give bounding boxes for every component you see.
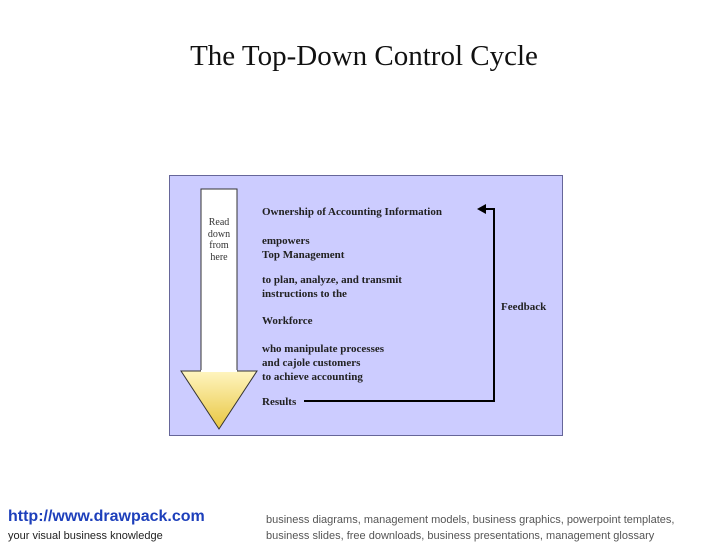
step-line: and cajole customers [262,357,361,369]
step-line: Ownership of Accounting Information [262,206,442,218]
step-line: Top Management [262,249,345,261]
footer-tagline: your visual business knowledge [8,530,163,542]
footer-url-link[interactable]: http://www.drawpack.com [8,508,205,525]
arrow-label-line: down [207,228,231,240]
step-line: to achieve accounting [262,371,363,383]
step-line: to plan, analyze, and transmit [262,274,402,286]
step-line: empowers [262,235,310,247]
step-line: who manipulate processes [262,343,385,355]
step-line: Results [262,396,297,408]
step-ownership [262,205,442,219]
footer-description: business diagrams, management models, business graphics, powerpoint templates, business slides, free downloads, business presentations, management glossary [266,514,675,542]
step-manipulate [262,342,384,384]
step-results [262,395,296,409]
arrow-label-line: Read [208,217,230,228]
page-title: The Top-Down Control Cycle [190,40,538,72]
arrow-label-line: here [210,251,228,263]
arrow-label-line: from [209,240,229,251]
step-workforce [262,314,313,328]
step-line: instructions to the [262,288,347,300]
feedback-label: Feedback [501,301,547,313]
step-empowers [262,234,344,262]
step-plan [262,273,402,301]
arrow-label [200,217,238,263]
step-line: Workforce [262,315,313,327]
